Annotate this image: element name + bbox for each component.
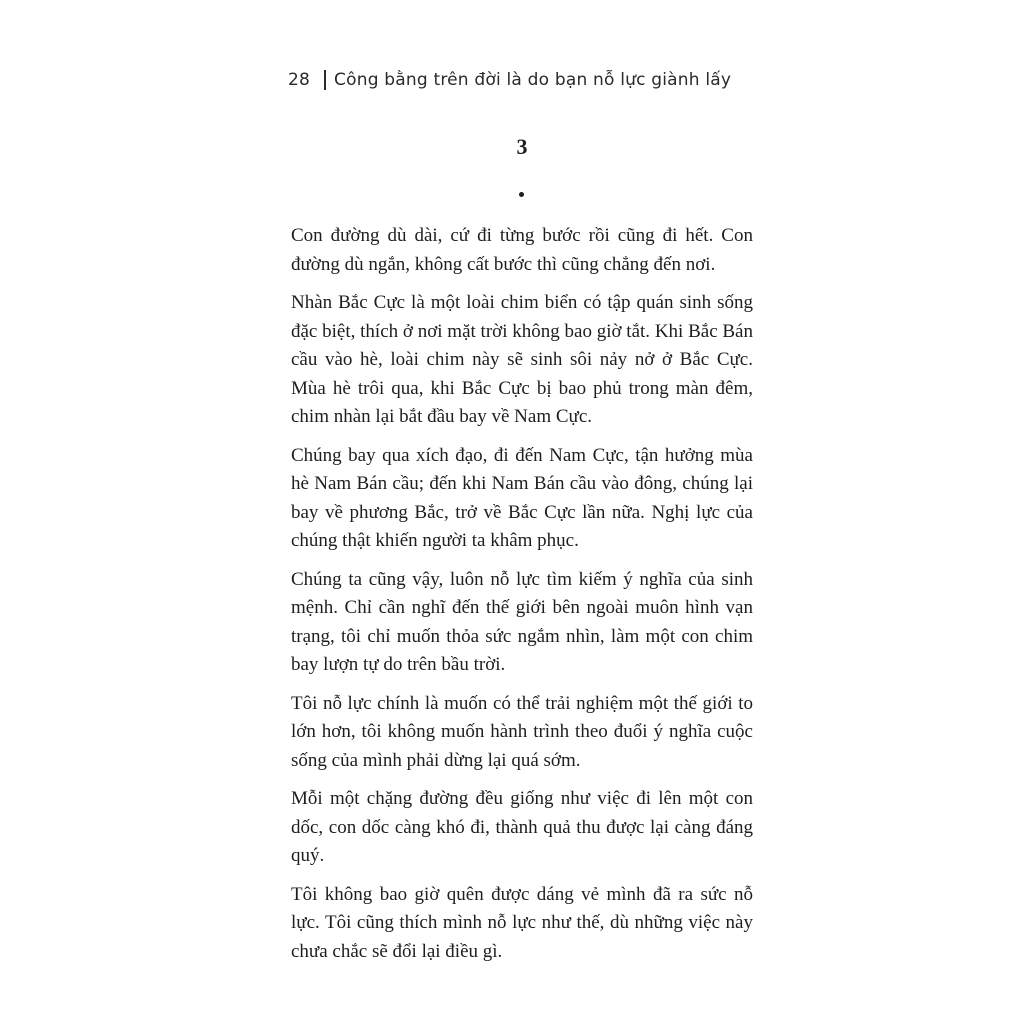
- header-separator: [324, 70, 326, 90]
- page-number: 28: [288, 70, 311, 90]
- paragraph: Chúng bay qua xích đạo, đi đến Nam Cực, tận hưởng mùa hè Nam Bán cầu; đến khi Nam Bán cầu vào đông, chúng lại bay về phương Bắc, trở về Bắc Cực lần nữa. Nghị lực của chúng thật khiến người ta khâm phục.: [291, 444, 753, 551]
- paragraph: Con đường dù dài, cứ đi từng bước rồi cũng đi hết. Con đường dù ngắn, không cất bước thì cũng chẳng đến nơi.: [291, 225, 753, 275]
- paragraph: Tôi nỗ lực chính là muốn có thể trải nghiệm một thế giới to lớn hơn, tôi không muốn hành trình theo đuổi ý nghĩa cuộc sống của mình phải dừng lại quá sớm.: [291, 692, 753, 771]
- paragraph: Nhàn Bắc Cực là một loài chim biển có tập quán sinh sống đặc biệt, thích ở nơi mặt trời không bao giờ tắt. Khi Bắc Bán cầu vào hè, loài chim này sẽ sinh sôi nảy nở ở Bắc Cực. Mùa hè trôi qua, khi Bắc Cực bị bao phủ trong màn đêm, chim nhàn lại bắt đầu bay về Nam Cực.: [291, 292, 753, 427]
- chapter-ornament-dot: [519, 192, 524, 197]
- paragraph: Mỗi một chặng đường đều giống như việc đi lên một con dốc, con dốc càng khó đi, thành quả thu được lại càng đáng quý.: [291, 788, 753, 866]
- body-text: [291, 222, 753, 976]
- paragraph: Chúng ta cũng vậy, luôn nỗ lực tìm kiếm ý nghĩa của sinh mệnh. Chỉ cần nghĩ đến thế giới bên ngoài muôn hình vạn trạng, tôi chỉ muốn thỏa sức ngắm nhìn, làm một con chim bay lượn tự do trên bầu trời.: [291, 568, 753, 675]
- running-header: [288, 70, 768, 90]
- chapter-number: 3: [516, 134, 528, 159]
- book-title: Công bằng trên đời là do bạn nỗ lực giành lấy: [334, 70, 732, 90]
- paragraph: Tôi không bao giờ quên được dáng vẻ mình đã ra sức nỗ lực. Tôi cũng thích mình nỗ lực như thế, dù những việc này chưa chắc sẽ đổi lại điều gì.: [291, 883, 753, 962]
